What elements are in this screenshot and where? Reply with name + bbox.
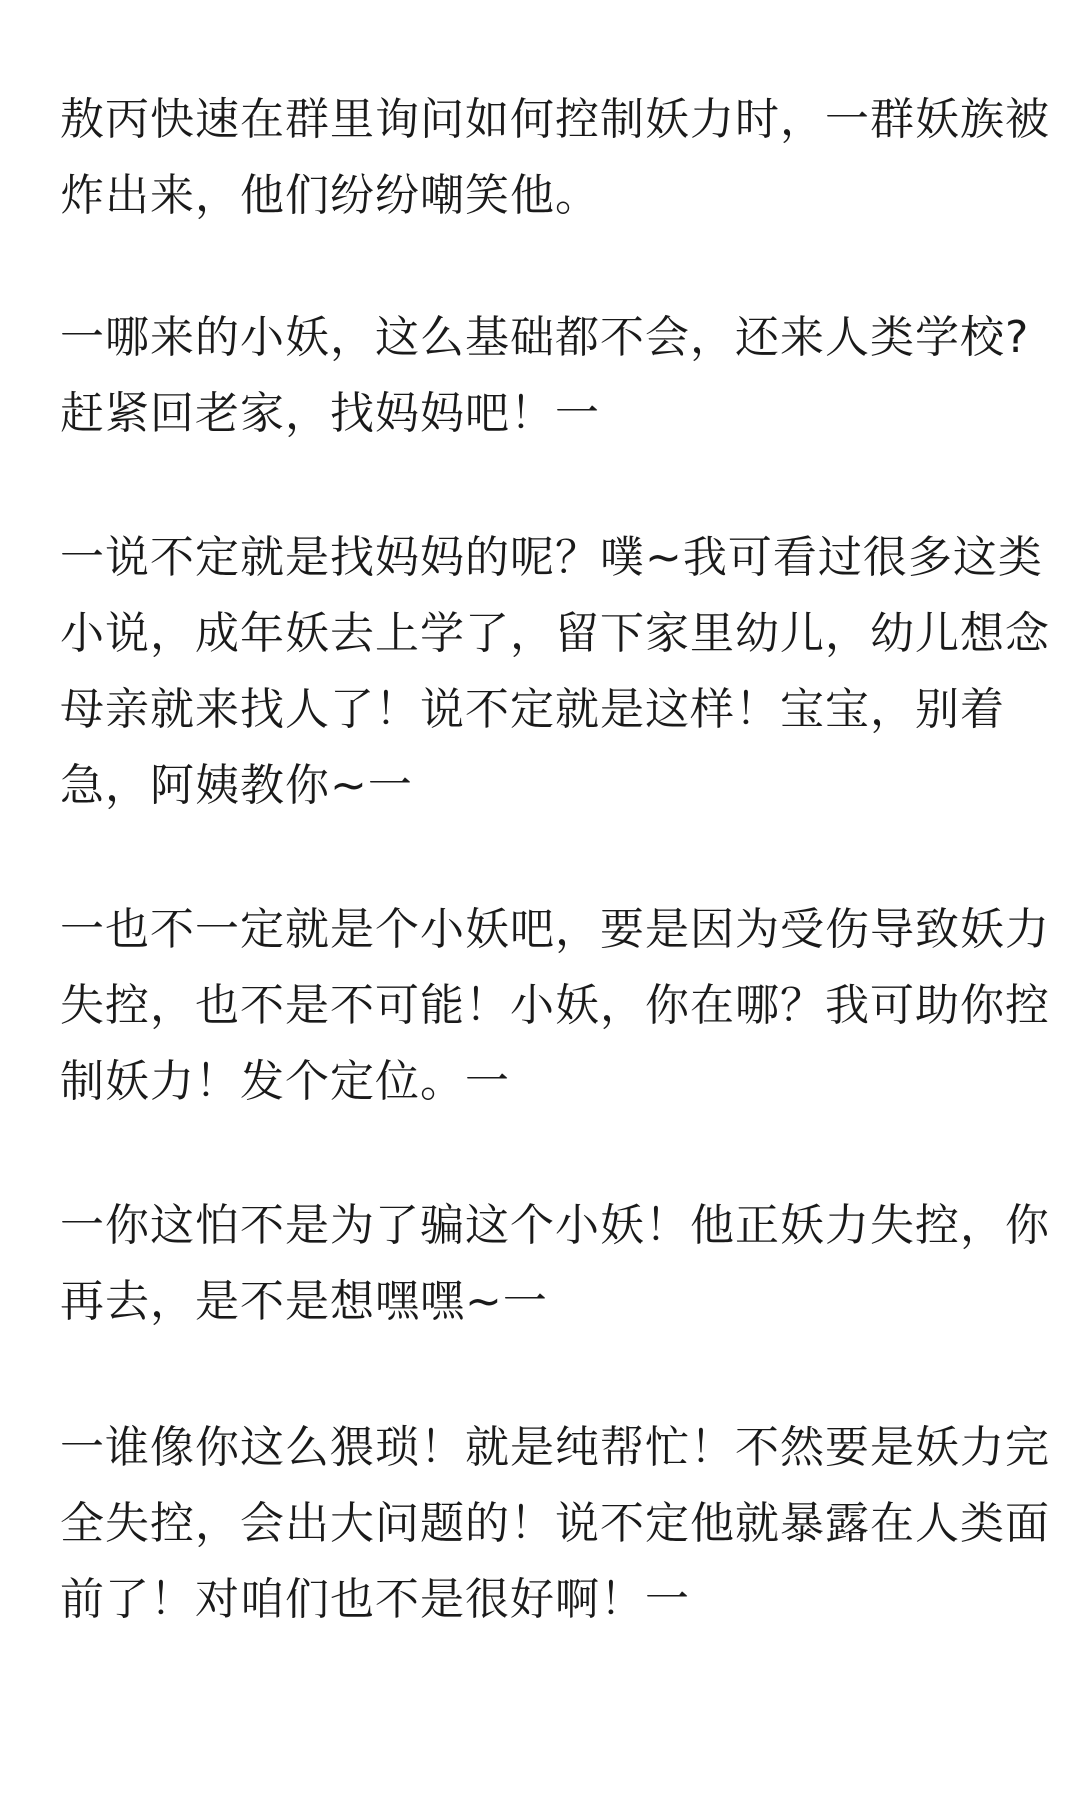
paragraph-5 xyxy=(60,1188,1050,1340)
paragraph-line: 失控，也不是不可能！小妖，你在哪？我可助你控 xyxy=(60,980,1050,1031)
paragraph-line: 赶紧回老家，找妈妈吧！一 xyxy=(60,388,600,439)
paragraph-6 xyxy=(60,1410,1050,1638)
paragraph-line: 一哪来的小妖，这么基础都不会，还来人类学校? xyxy=(60,312,1030,363)
paragraph-line: 急，阿姨教你~一 xyxy=(60,760,413,811)
paragraph-line: 全失控，会出大问题的！说不定他就暴露在人类面 xyxy=(60,1498,1050,1549)
paragraph-line: 炸出来，他们纷纷嘲笑他。 xyxy=(60,170,600,221)
paragraph-line: 一谁像你这么猥琐！就是纯帮忙！不然要是妖力完 xyxy=(60,1422,1050,1473)
paragraph-1 xyxy=(60,82,1050,234)
paragraph-line: 一也不一定就是个小妖吧，要是因为受伤导致妖力 xyxy=(60,904,1050,955)
paragraph-4 xyxy=(60,892,1050,1120)
paragraph-3 xyxy=(60,520,1050,824)
paragraph-line: 再去，是不是想嘿嘿~一 xyxy=(60,1276,548,1327)
paragraph-line: 一你这怕不是为了骗这个小妖！他正妖力失控，你 xyxy=(60,1200,1050,1251)
paragraph-line: 小说，成年妖去上学了，留下家里幼儿，幼儿想念 xyxy=(60,608,1050,659)
paragraph-line: 母亲就来找人了！说不定就是这样！宝宝，别着 xyxy=(60,684,1005,735)
paragraph-2 xyxy=(60,300,1030,452)
paragraph-line: 一说不定就是找妈妈的呢？噗~我可看过很多这类 xyxy=(60,532,1043,583)
paragraph-line: 敖丙快速在群里询问如何控制妖力时，一群妖族被 xyxy=(60,94,1050,145)
paragraph-line: 制妖力！发个定位。一 xyxy=(60,1056,510,1107)
paragraph-line: 前了！对咱们也不是很好啊！一 xyxy=(60,1574,690,1625)
